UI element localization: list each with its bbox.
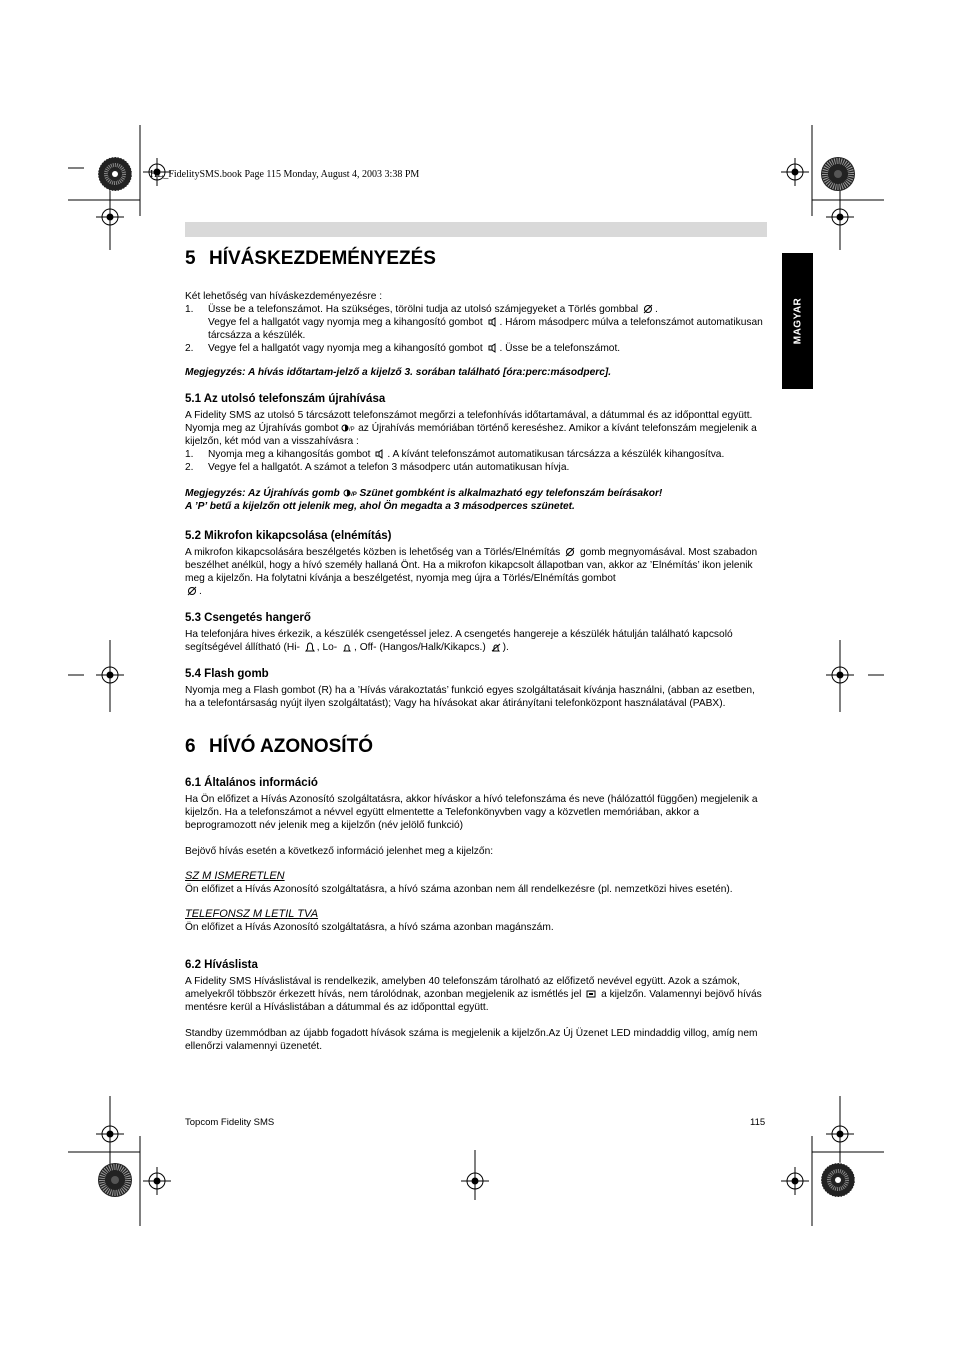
language-tab (782, 253, 813, 389)
list-item: 2. Vegye fel a hallgatót. A számot a telefon 3 másodperc után automatikusan hívja. (185, 462, 570, 473)
caller-id-text: Ha Ön előfizet a Hívás Azonosító szolgáltatásra, akkor híváskor a hívó telefonszáma és neve (hálózattól függően) megjelenik a kijelzőn. Ha a telefonszámot a névvel együtt elmentette a Telefonkönyvben vagy a közvetlen memóriában, akkor a beprogramozott név jelenik meg a kijelzőn (név jelölő funkció) (185, 794, 758, 831)
redial-text: A Fidelity SMS az utolsó 5 tárcsázott telefonszámot megőrzi a telefonhívás időtartamával, a dátummal és az időponttal együtt. Nyomja meg az Újrahívás gombot /P az Újrahívás memóriában történő kereséshez. Amikor a kívánt telefonszám megjelenik a kijelzőn, két mód van a visszahívásra : (185, 410, 757, 447)
bell-off-icon (489, 642, 503, 652)
footer-product: Topcom Fidelity SMS (185, 1117, 275, 1128)
section-5-title: 5 HÍVÁSKEZDEMÉNYEZÉS (185, 248, 436, 269)
section-5-1-title: 5.1 Az utolsó telefonszám újrahívása (185, 393, 386, 405)
section-5-3-title: 5.3 Csengetés hangerő (185, 612, 311, 624)
list-item: 1. Üsse be a telefonszámot. Ha szükséges, törölni tudja az utolsó számjegyeket a Törlés gombbal . Vegye fel a hallgatót vagy nyomja meg a kihangosító gombot . Három másodperc múlva a telefonszámot automatikusan tárcsázza a készülék. (185, 304, 763, 341)
standby-text: Standby üzemmódban az újabb fogadott hívások száma is megjelenik a kijelzőn.Az Új Üzenet LED mindaddig villog, amíg nem ellenőrzi valamennyi üzenetét. (185, 1028, 758, 1052)
repeat-icon (584, 989, 598, 999)
number-unknown-text: Ön előfizet a Hívás Azonosító szolgáltatásra, a hívó száma azonban nem áll rendelkezésre (pl. nemzetközi hives esetén). (185, 884, 733, 895)
mute-text: A mikrofon kikapcsolására beszélgetés közben is lehetőség van a Törlés/Elnémítás gomb megnyomásával. Most szabadon beszélhet anélkül, hogy a hívó személy hallaná Önt. Ha a mikrofon kikapcsolt állapotban van, akkor az ’Elnémítás’ ikon jelenik meg a kijelzőn. Ha folytatni kívánja a beszélgetést, nyomja meg újra a Törlés/Elnémítás gombot . (185, 547, 758, 597)
list-item: 1. Nyomja meg a kihangosítás gombot . A kívánt telefonszámot automatikusan tárcsázza a készülék kihangosítva. (185, 449, 725, 460)
redial-pause-icon (341, 423, 355, 433)
header-bar (185, 222, 767, 237)
intro-text: Két lehetőség van híváskezdeményezésre : (185, 291, 383, 302)
svg-text:/P: /P (350, 492, 357, 499)
redial-pause-icon (343, 488, 357, 498)
mute-icon (185, 586, 199, 596)
section-6-title: 6 HÍVÓ AZONOSÍTÓ (185, 736, 373, 757)
file-header: HL_FidelitySMS.book Page 115 Monday, August 4, 2003 3:38 PM (150, 169, 420, 180)
section-5-2-title: 5.2 Mikrofon kikapcsolása (elnémítás) (185, 530, 392, 542)
speaker-icon (486, 343, 500, 353)
number-withheld-text: Ön előfizet a Hívás Azonosító szolgáltatásra, a hívó száma azonban magánszám. (185, 922, 554, 933)
redial-methods-list (185, 448, 767, 474)
speaker-icon (373, 449, 387, 459)
speaker-icon (486, 317, 500, 327)
number-withheld-heading: TELEFONSZ M LETIL TVA (185, 908, 319, 920)
note-redial-pause: Megjegyzés: Az Újrahívás gomb /P Szünet gombként is alkalmazható egy telefonszám beírásakor! A ’P’ betű a kijelzőn ott jelenik meg, ahol Ön megadta a 3 másodperces szünetet. (185, 488, 663, 512)
bell-low-icon (340, 642, 354, 652)
section-6-1-title: 6.1 Általános információ (185, 777, 318, 789)
section-6-2-title: 6.2 Híváslista (185, 959, 258, 971)
delete-icon (641, 304, 655, 314)
number-unknown-heading: SZ M ISMERETLEN (185, 870, 285, 882)
section-5-4-title: 5.4 Flash gomb (185, 668, 269, 680)
language-tab-label: MAGYAR (792, 297, 803, 345)
mute-icon (563, 547, 577, 557)
incoming-info-text: Bejövő hívás esetén a következő információ jelenhet meg a kijelzőn: (185, 846, 494, 857)
page-number: 115 (750, 1117, 766, 1128)
svg-text:/P: /P (349, 427, 355, 434)
ringer-text: Ha telefonjára hives érkezik, a készülék csengetéssel jelez. A csengetés hangereje a készülék hátulján található kapcsoló segítségével állítható (Hi- , Lo- , Off- (Hangos/Halk/Kikapcs.) ). (185, 629, 733, 653)
bell-high-icon (303, 642, 317, 652)
dial-methods-list (185, 303, 767, 355)
flash-text: Nyomja meg a Flash gombot (R) ha a ’Hívás várakoztatás’ funkció egyes szolgáltatásait kívánja használni, (abban az esetben, ha a telefontársaság nyújt ilyen szolgáltatást); Vagy ha hívásokat akar átirányítani telefonközpont használatával (PABX). (185, 685, 755, 709)
note-call-duration: Megjegyzés: A hívás időtartam-jelző a kijelző 3. sorában található [óra:perc:másodperc]. (185, 367, 612, 378)
page-content (185, 244, 767, 1053)
list-item: 2. Vegye fel a hallgatót vagy nyomja meg a kihangosító gombot . Üsse be a telefonszámot. (185, 343, 621, 354)
call-list-text: A Fidelity SMS Híváslistával is rendelkezik, amelyben 40 telefonszám tárolható az előfizető nevével együtt. Azok a számok, amelyekről többször érkezett hívás, nem tárolódnak, azonban megjelenik az ismétlés jel a kijelzőn. Valamennyi bejövő hívás mentésre kerül a Híváslistában a dátummal és az időponttal együtt. (185, 976, 762, 1013)
